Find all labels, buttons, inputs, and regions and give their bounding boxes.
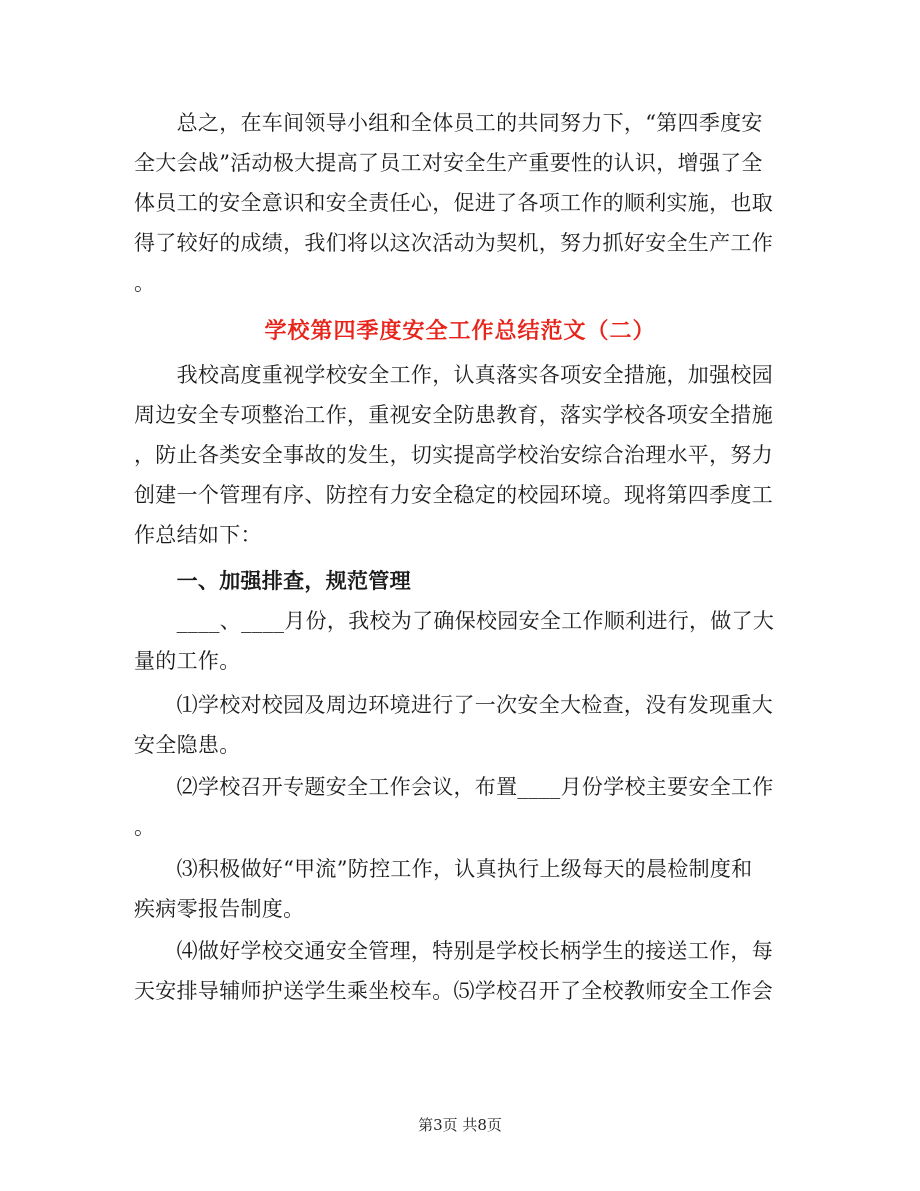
paragraph-line: 得了较好的成绩，我们将以这次活动为契机，努力抓好安全生产工作 — [134, 231, 773, 255]
paragraph-line: 量的工作。 — [134, 649, 241, 673]
paragraph-line: ，防止各类安全事故的发生，切实提高学校治安综合治理水平，努力 — [134, 443, 773, 467]
paragraph-line: 安全隐患。 — [134, 733, 241, 757]
paragraph-line: ⑶积极做好“甲流”防控工作，认真执行上级每天的晨检制度和 — [134, 857, 753, 881]
paragraph-line: ⑵学校召开专题安全工作会议，布置____月份学校主要安全工作 — [134, 775, 774, 799]
subheading: 一、加强排查，规范管理 — [134, 569, 411, 593]
paragraph-line: 。 — [134, 271, 156, 295]
paragraph-line: 。 — [134, 815, 156, 839]
paragraph-line: 我校高度重视学校安全工作，认真落实各项安全措施，加强校园 — [134, 363, 773, 387]
paragraph-line: ____、____月份，我校为了确保校园安全工作顺利进行，做了大 — [134, 609, 775, 633]
paragraph-line: 总之，在车间领导小组和全体员工的共同努力下，“第四季度安 — [134, 111, 763, 135]
paragraph-line: ⑴学校对校园及周边环境进行了一次安全大检查，没有发现重大 — [134, 693, 773, 717]
paragraph-line: 作总结如下： — [134, 523, 262, 547]
paragraph-line: 周边安全专项整治工作，重视安全防患教育，落实学校各项安全措施 — [134, 403, 773, 427]
page-number-footer: 第3页 共8页 — [418, 1116, 502, 1134]
paragraph-line: 天安排导辅师护送学生乘坐校车。⑸学校召开了全校教师安全工作会 — [134, 979, 773, 1003]
paragraph-line: ⑷做好学校交通安全管理，特别是学校长柄学生的接送工作，每 — [134, 939, 773, 963]
paragraph-line: 疾病零报告制度。 — [134, 897, 305, 921]
paragraph-line: 全大会战”活动极大提高了员工对安全生产重要性的认识，增强了全 — [134, 151, 763, 175]
paragraph-line: 体员工的安全意识和安全责任心，促进了各项工作的顺利实施，也取 — [134, 191, 773, 215]
section-title: 学校第四季度安全工作总结范文（二） — [264, 319, 656, 344]
paragraph-line: 创建一个管理有序、防控有力安全稳定的校园环境。现将第四季度工 — [134, 483, 773, 507]
